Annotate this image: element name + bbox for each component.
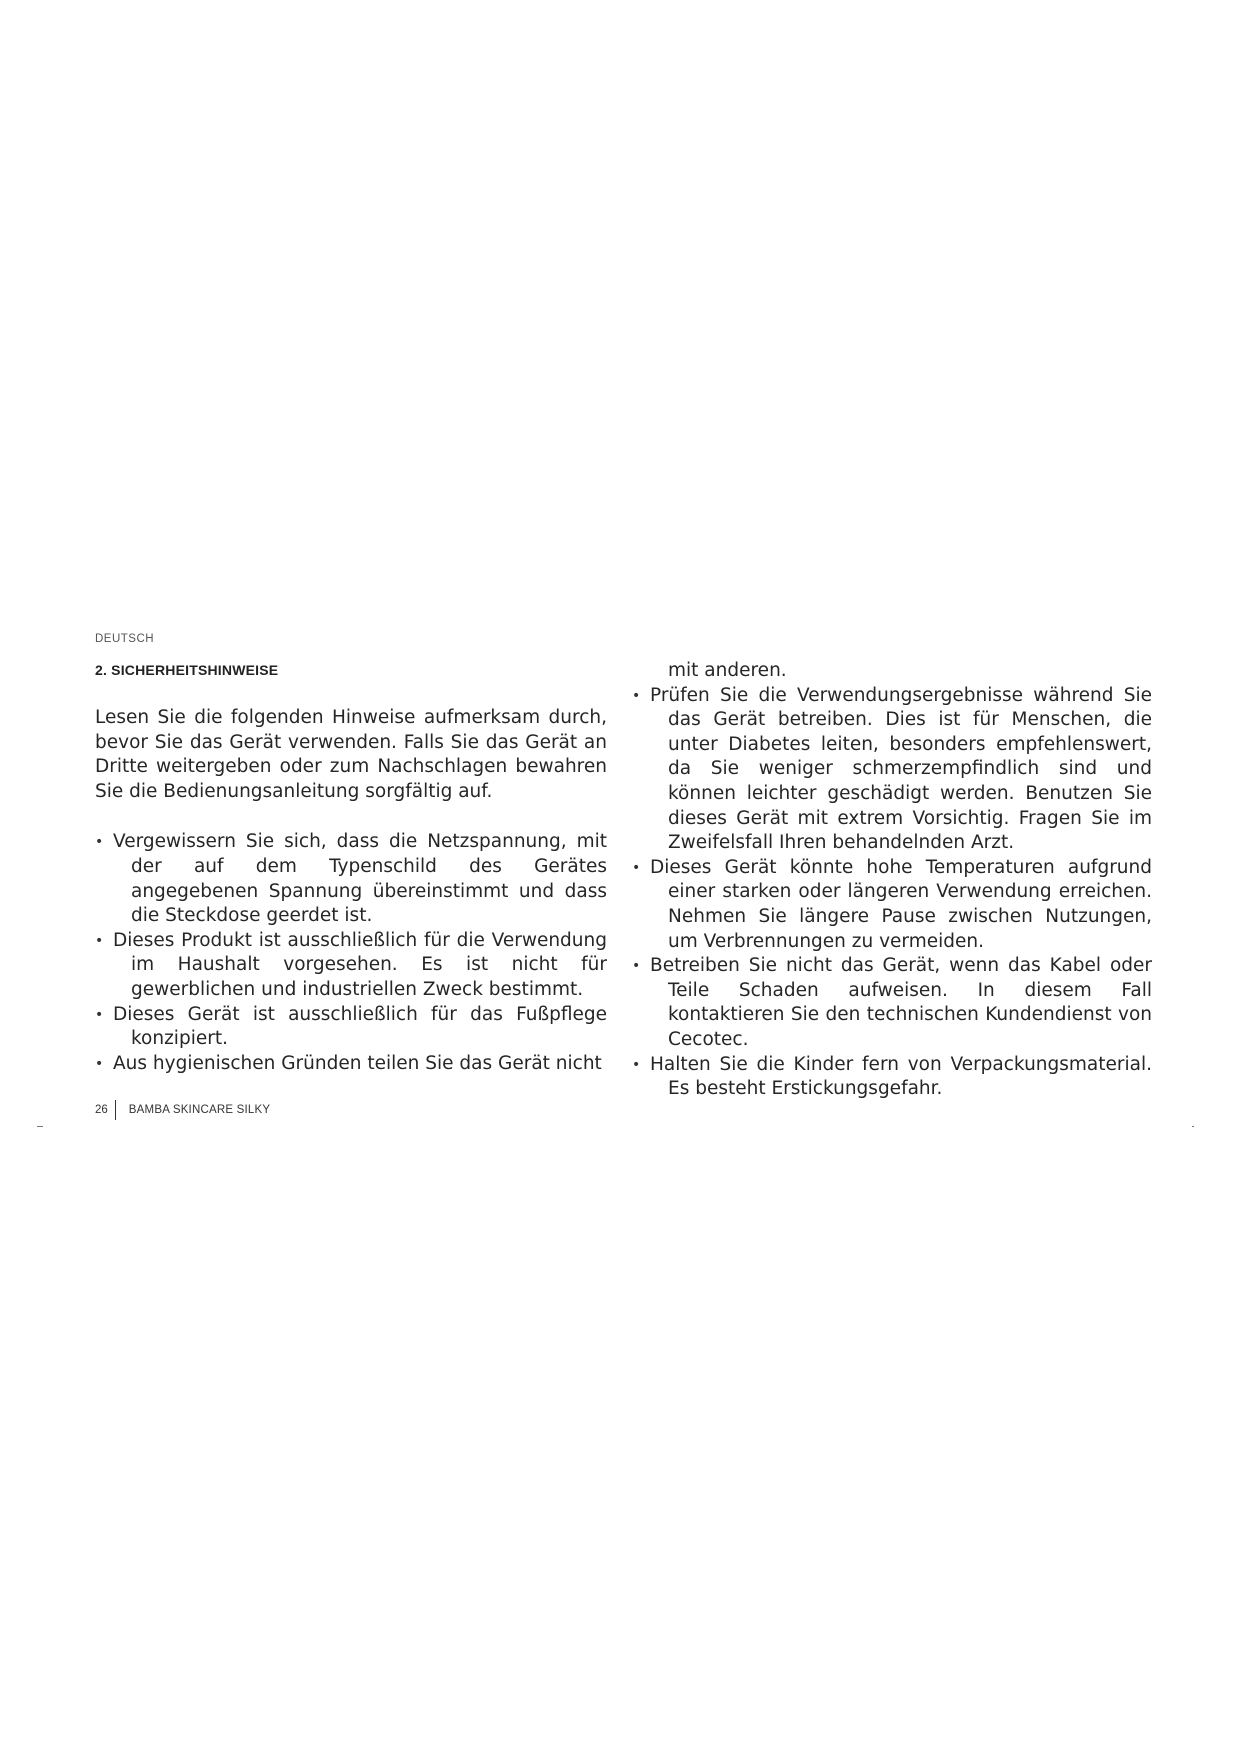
- list-item: • Aus hygienischen Gründen teilen Sie das Gerät nicht: [95, 1052, 607, 1077]
- list-item: • Vergewissern Sie sich, dass die Netzspannung, mit der auf dem Typenschild des Gerätes angegebenen Spannung übereinstimmt und dass die Steckdose geerdet ist.: [95, 830, 607, 928]
- safety-list-right: [632, 684, 1152, 1102]
- safety-list-left: [95, 830, 607, 1076]
- list-item: • Prüfen Sie die Verwendungsergebnisse während Sie das Gerät betreiben. Dies ist für Menschen, die unter Diabetes leiten, besonders empfehlenswert, da Sie weniger schmerzempfindlich sind und können leichter geschädigt werden. Benutzen Sie dieses Gerät mit extrem Vorsichtig. Fragen Sie im Zweifelsfall Ihren behandelnden Arzt.: [632, 684, 1152, 856]
- crop-mark-right: [1192, 1126, 1194, 1127]
- section-title: 2. SICHERHEITSHINWEISE: [95, 662, 279, 678]
- list-item: • Betreiben Sie nicht das Gerät, wenn das Kabel oder Teile Schaden aufweisen. In diesem Fall kontaktieren Sie den technischen Kundendienst von Cecotec.: [632, 954, 1152, 1052]
- footer-divider: [115, 1100, 116, 1120]
- intro-paragraph: Lesen Sie die folgenden Hinweise aufmerksam durch, bevor Sie das Gerät verwenden. Falls Sie das Gerät an Dritte weitergeben oder zum Nachschlagen bewahren Sie die Bedienungsanleitung sorgfältig auf.: [95, 707, 607, 802]
- language-label: DEUTSCH: [95, 633, 155, 645]
- page-number: 26: [95, 1104, 108, 1116]
- crop-mark-left: [37, 1126, 43, 1127]
- product-name: BAMBA SKINCARE SILKY: [128, 1104, 271, 1116]
- list-item: • Halten Sie die Kinder fern von Verpackungsmaterial. Es besteht Erstickungsgefahr.: [632, 1053, 1152, 1102]
- list-item: • Dieses Gerät ist ausschließlich für das Fußpflege konzipiert.: [95, 1003, 607, 1052]
- continued-text: mit anderen.: [668, 660, 787, 681]
- right-column: [632, 659, 1152, 1102]
- list-item: • Dieses Produkt ist ausschließlich für die Verwendung im Haushalt vorgesehen. Es ist nicht für gewerblichen und industriellen Zweck bestimmt.: [95, 929, 607, 1003]
- left-column: [95, 706, 607, 1076]
- page-footer: [95, 1100, 270, 1120]
- list-item: • Dieses Gerät könnte hohe Temperaturen aufgrund einer starken oder längeren Verwendung erreichen. Nehmen Sie längere Pause zwischen Nutzungen, um Verbrennungen zu vermeiden.: [632, 856, 1152, 954]
